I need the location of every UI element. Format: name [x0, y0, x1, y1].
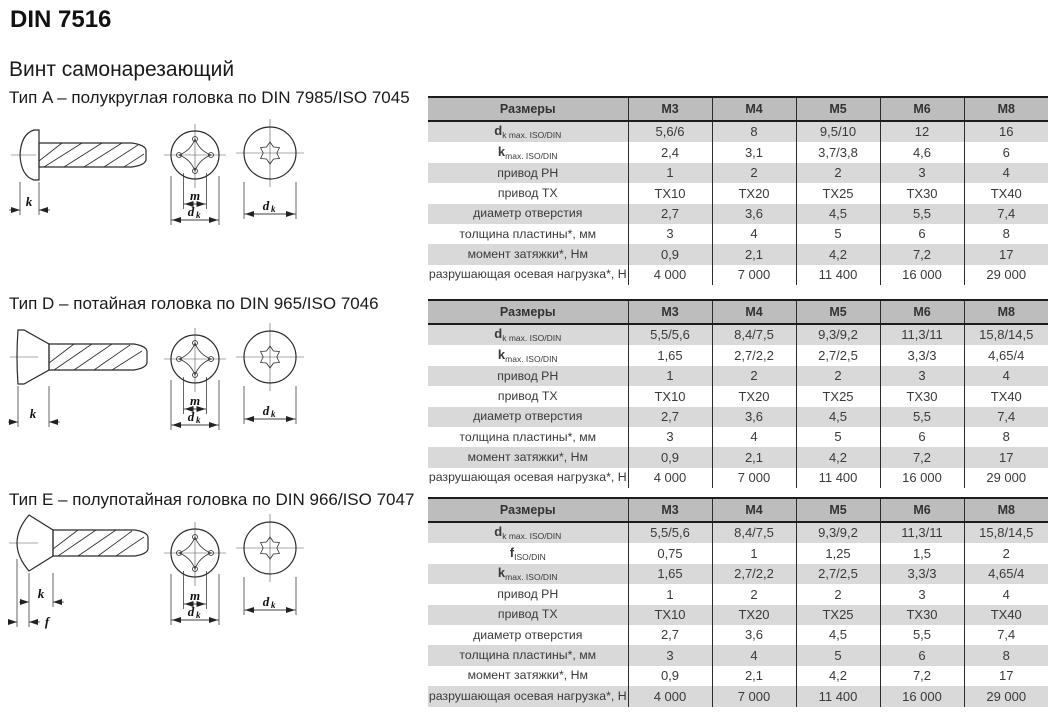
cell-value: TX10: [628, 183, 712, 203]
table-row: [428, 345, 1048, 365]
cell-value: 1,25: [796, 543, 880, 563]
cell-value: 2,7/2,2: [712, 564, 796, 584]
cell-value: 29 000: [964, 468, 1048, 488]
table-row: [428, 605, 1048, 625]
cell-value: TX20: [712, 605, 796, 625]
cell-value: 4: [712, 224, 796, 244]
cell-value: TX25: [796, 183, 880, 203]
table-row: [428, 522, 1048, 543]
cell-value: 2,7/2,5: [796, 564, 880, 584]
column-header-thread-size: M6: [880, 97, 964, 121]
cell-value: 3: [880, 163, 964, 183]
table-row: [428, 204, 1048, 224]
cell-value: 9,3/9,2: [796, 324, 880, 345]
column-header-thread-size: M3: [628, 97, 712, 121]
cell-value: 8: [964, 427, 1048, 447]
row-label: разрушающая осевая нагрузка*, Н: [428, 686, 628, 706]
cell-value: 8,4/7,5: [712, 522, 796, 543]
row-label: $k_{max. ISO/DIN}$: [497, 143, 558, 161]
spec-table-type-d: [428, 299, 1048, 488]
section-heading-type-a: Тип A – полукруглая головка по DIN 7985/ISO 7045: [9, 88, 410, 107]
cell-value: 4 000: [628, 468, 712, 488]
column-header-thread-size: M4: [712, 300, 796, 324]
dim-label-dk: d: [262, 403, 270, 418]
dim-label-dk: d: [187, 204, 195, 219]
cell-value: 8: [964, 224, 1048, 244]
row-label: привод TX: [428, 605, 628, 625]
cell-value: 2: [712, 584, 796, 604]
cell-value: 1: [628, 163, 712, 183]
dim-label-dk: d: [187, 409, 195, 424]
table-row: [428, 666, 1048, 686]
table-header-row: [428, 300, 1048, 324]
cell-value: 3,3/3: [880, 345, 964, 365]
cell-value: TX20: [712, 183, 796, 203]
type-e-screw-drawing: [8, 503, 393, 675]
table-header-row: [428, 498, 1048, 522]
column-header-thread-size: M5: [796, 300, 880, 324]
cell-value: 3,6: [712, 407, 796, 427]
table-row: [428, 265, 1048, 285]
dim-label-m: m: [189, 588, 201, 603]
cell-value: 5,6/6: [628, 121, 712, 142]
column-header-thread-size: M8: [964, 300, 1048, 324]
cell-value: 8,4/7,5: [712, 324, 796, 345]
cell-value: 7,4: [964, 407, 1048, 427]
cell-value: 6: [880, 427, 964, 447]
cell-value: 3: [880, 584, 964, 604]
cell-value: 7 000: [712, 686, 796, 706]
table-row: [428, 224, 1048, 244]
cell-value: 6: [880, 645, 964, 665]
dim-label-dk-sub: k: [271, 600, 276, 610]
cell-value: TX30: [880, 605, 964, 625]
row-label: $k_{max. ISO/DIN}$: [497, 346, 558, 364]
dim-label-dk-sub: k: [271, 409, 276, 419]
cell-value: 4,6: [880, 142, 964, 162]
cell-value: 0,9: [628, 244, 712, 264]
table-row: [428, 427, 1048, 447]
cell-value: 17: [964, 244, 1048, 264]
cell-value: 4: [964, 584, 1048, 604]
table-row: [428, 645, 1048, 665]
cell-value: 2,1: [712, 666, 796, 686]
cell-value: TX10: [628, 386, 712, 406]
column-header-sizes: Размеры: [428, 498, 628, 522]
cell-value: 8: [964, 645, 1048, 665]
section-heading-type-e: Тип E – полупотайная головка по DIN 966/ISO 7047: [9, 490, 415, 509]
cell-value: 2,1: [712, 447, 796, 467]
dim-label-dk: d: [187, 604, 195, 619]
cell-value: 3,7/3,8: [796, 142, 880, 162]
dim-label-dk-sub: k: [196, 415, 201, 425]
row-label: момент затяжки*, Нм: [428, 244, 628, 264]
dim-label-k: k: [37, 586, 45, 601]
row-label: $d_{k max. ISO/DIN}$: [428, 324, 628, 345]
pan-head-side-view: [9, 130, 146, 215]
cell-value: 4: [964, 163, 1048, 183]
table-row: [428, 447, 1048, 467]
cell-value: 2,7: [628, 625, 712, 645]
cell-value: 7,2: [880, 666, 964, 686]
cell-value: 1: [628, 366, 712, 386]
cell-value: 11,3/11: [880, 522, 964, 543]
cell-value: 4,2: [796, 244, 880, 264]
row-label: диаметр отверстия: [428, 204, 628, 224]
dim-label-k: k: [25, 194, 33, 209]
cell-value: 5: [796, 427, 880, 447]
column-header-thread-size: M3: [628, 498, 712, 522]
cell-value: 4: [964, 366, 1048, 386]
row-label: $d_{k max. ISO/DIN}$: [428, 522, 628, 543]
cell-value: 15,8/14,5: [964, 324, 1048, 345]
cell-value: 4 000: [628, 265, 712, 285]
cell-value: 2: [964, 543, 1048, 563]
row-label: привод PH: [497, 586, 559, 601]
table-row: [428, 386, 1048, 406]
column-header-sizes: Размеры: [428, 97, 628, 121]
phillips-recess-view: [164, 522, 226, 625]
cell-value: 3: [628, 427, 712, 447]
cell-value: 2,1: [712, 244, 796, 264]
cell-value: 5,5/5,6: [628, 522, 712, 543]
row-label: разрушающая осевая нагрузка*, Н: [428, 470, 627, 485]
phillips-recess-view: [164, 124, 226, 225]
cell-value: 5,5/5,6: [628, 324, 712, 345]
cell-value: 0,9: [628, 666, 712, 686]
cell-value: 7 000: [712, 468, 796, 488]
cell-value: 3,3/3: [880, 564, 964, 584]
column-header-thread-size: M6: [880, 300, 964, 324]
row-label: $d_{k max. ISO/DIN}$: [428, 121, 628, 142]
cell-value: 3: [628, 645, 712, 665]
table-row: [428, 543, 1048, 563]
cell-value: 29 000: [964, 686, 1048, 706]
row-label: толщина пластины*, мм: [428, 645, 628, 665]
cell-value: 2,7: [628, 407, 712, 427]
row-label: момент затяжки*, Нм: [467, 668, 588, 683]
cell-value: TX30: [880, 386, 964, 406]
raised-countersunk-head-side-view: [8, 515, 148, 629]
cell-value: 4: [712, 645, 796, 665]
cell-value: 2: [796, 584, 880, 604]
dim-label-m: m: [189, 188, 201, 203]
row-label: $f_{ISO/DIN}$: [509, 544, 546, 562]
cell-value: 2: [796, 163, 880, 183]
row-label: привод PH: [428, 366, 628, 386]
column-header-thread-size: M4: [712, 97, 796, 121]
cell-value: 4 000: [628, 686, 712, 706]
cell-value: 15,8/14,5: [964, 522, 1048, 543]
table-row: [428, 324, 1048, 345]
cell-value: 17: [964, 666, 1048, 686]
row-label: $k_{max. ISO/DIN}$: [428, 564, 628, 584]
cell-value: 6: [964, 142, 1048, 162]
cell-value: 4,2: [796, 666, 880, 686]
cell-value: TX10: [628, 605, 712, 625]
cell-value: 5,5: [880, 625, 964, 645]
cell-value: 3: [628, 224, 712, 244]
table-row: [428, 142, 1048, 162]
column-header-thread-size: M8: [964, 498, 1048, 522]
cell-value: 5: [796, 645, 880, 665]
torx-recess-view: [236, 514, 304, 615]
cell-value: 1: [628, 584, 712, 604]
table-row: [428, 584, 1048, 604]
cell-value: 2: [796, 366, 880, 386]
row-label: привод TX: [497, 185, 558, 200]
torx-recess-view: [236, 323, 304, 424]
row-label: разрушающая осевая нагрузка*, Н: [428, 267, 627, 282]
cell-value: 2: [712, 163, 796, 183]
cell-value: 2,7/2,5: [796, 345, 880, 365]
cell-value: 17: [964, 447, 1048, 467]
column-header-thread-size: M5: [796, 498, 880, 522]
table-row: [428, 468, 1048, 488]
cell-value: 0,9: [628, 447, 712, 467]
cell-value: 1,65: [628, 345, 712, 365]
cell-value: 7,4: [964, 625, 1048, 645]
type-d-screw-drawing: [8, 322, 393, 477]
cell-value: TX40: [964, 183, 1048, 203]
table-header-row: [428, 97, 1048, 121]
cell-value: 9,3/9,2: [796, 522, 880, 543]
column-header-thread-size: M5: [796, 97, 880, 121]
dim-label-dk-sub: k: [196, 210, 201, 220]
cell-value: 29 000: [964, 265, 1048, 285]
cell-value: 0,75: [628, 543, 712, 563]
table-row: [428, 121, 1048, 142]
cell-value: TX40: [964, 605, 1048, 625]
cell-value: TX30: [880, 183, 964, 203]
cell-value: 4,5: [796, 407, 880, 427]
cell-value: 3,6: [712, 625, 796, 645]
cell-value: 4,5: [796, 625, 880, 645]
cell-value: 9,5/10: [796, 121, 880, 142]
cell-value: 4,65/4: [964, 564, 1048, 584]
dim-label-dk-sub: k: [271, 204, 276, 214]
dim-label-dk: d: [262, 594, 270, 609]
dim-label-k: k: [29, 406, 37, 421]
row-label: толщина пластины*, мм: [459, 226, 597, 241]
cell-value: 2,7: [628, 204, 712, 224]
table-row: [428, 564, 1048, 584]
table-row: [428, 183, 1048, 203]
cell-value: 5,5: [880, 204, 964, 224]
cell-value: 4,65/4: [964, 345, 1048, 365]
cell-value: 11 400: [796, 468, 880, 488]
cell-value: 1: [712, 543, 796, 563]
cell-value: 12: [880, 121, 964, 142]
cell-value: 16 000: [880, 686, 964, 706]
column-header-sizes: Размеры: [428, 300, 628, 324]
table-row: [428, 625, 1048, 645]
dim-label-dk: d: [262, 198, 270, 213]
cell-value: 1,65: [628, 564, 712, 584]
cell-value: 2,4: [628, 142, 712, 162]
cell-value: 3: [880, 366, 964, 386]
row-label: диаметр отверстия: [473, 627, 583, 642]
phillips-recess-view: [164, 328, 226, 430]
cell-value: 4,2: [796, 447, 880, 467]
cell-value: 2: [712, 366, 796, 386]
cell-value: 5: [796, 224, 880, 244]
cell-value: 4,5: [796, 204, 880, 224]
column-header-thread-size: M6: [880, 498, 964, 522]
section-heading-type-d: Тип D – потайная головка по DIN 965/ISO 7046: [9, 294, 379, 313]
row-label: привод PH: [428, 163, 628, 183]
row-label: толщина пластины*, мм: [459, 429, 597, 444]
page-subtitle: Винт самонарезающий: [9, 58, 235, 81]
column-header-thread-size: M8: [964, 97, 1048, 121]
cell-value: 7,2: [880, 244, 964, 264]
spec-table-type-a: [428, 96, 1048, 285]
page-title: DIN 7516: [10, 6, 112, 33]
cell-value: 3,6: [712, 204, 796, 224]
dim-label-f: f: [44, 614, 50, 629]
cell-value: 4: [712, 427, 796, 447]
cell-value: 16 000: [880, 265, 964, 285]
cell-value: 1,5: [880, 543, 964, 563]
dim-label-dk-sub: k: [196, 610, 201, 620]
row-label: диаметр отверстия: [428, 407, 628, 427]
cell-value: 7,2: [880, 447, 964, 467]
cell-value: 7,4: [964, 204, 1048, 224]
column-header-thread-size: M3: [628, 300, 712, 324]
cell-value: TX25: [796, 386, 880, 406]
table-row: [428, 407, 1048, 427]
column-header-thread-size: M4: [712, 498, 796, 522]
dim-label-m: m: [189, 393, 201, 408]
type-a-screw-drawing: [8, 112, 393, 264]
cell-value: 11,3/11: [880, 324, 964, 345]
torx-recess-view: [236, 119, 304, 219]
cell-value: 3,1: [712, 142, 796, 162]
cell-value: 2,7/2,2: [712, 345, 796, 365]
table-row: [428, 366, 1048, 386]
table-row: [428, 686, 1048, 706]
table-row: [428, 163, 1048, 183]
cell-value: TX40: [964, 386, 1048, 406]
cell-value: 16: [964, 121, 1048, 142]
cell-value: TX25: [796, 605, 880, 625]
cell-value: TX20: [712, 386, 796, 406]
table-row: [428, 244, 1048, 264]
cell-value: 6: [880, 224, 964, 244]
cell-value: 11 400: [796, 265, 880, 285]
cell-value: 5,5: [880, 407, 964, 427]
countersunk-head-side-view: [8, 330, 147, 427]
cell-value: 16 000: [880, 468, 964, 488]
row-label: привод TX: [497, 388, 558, 403]
cell-value: 7 000: [712, 265, 796, 285]
spec-table-type-e: [428, 497, 1048, 707]
row-label: момент затяжки*, Нм: [428, 447, 628, 467]
cell-value: 11 400: [796, 686, 880, 706]
cell-value: 8: [712, 121, 796, 142]
